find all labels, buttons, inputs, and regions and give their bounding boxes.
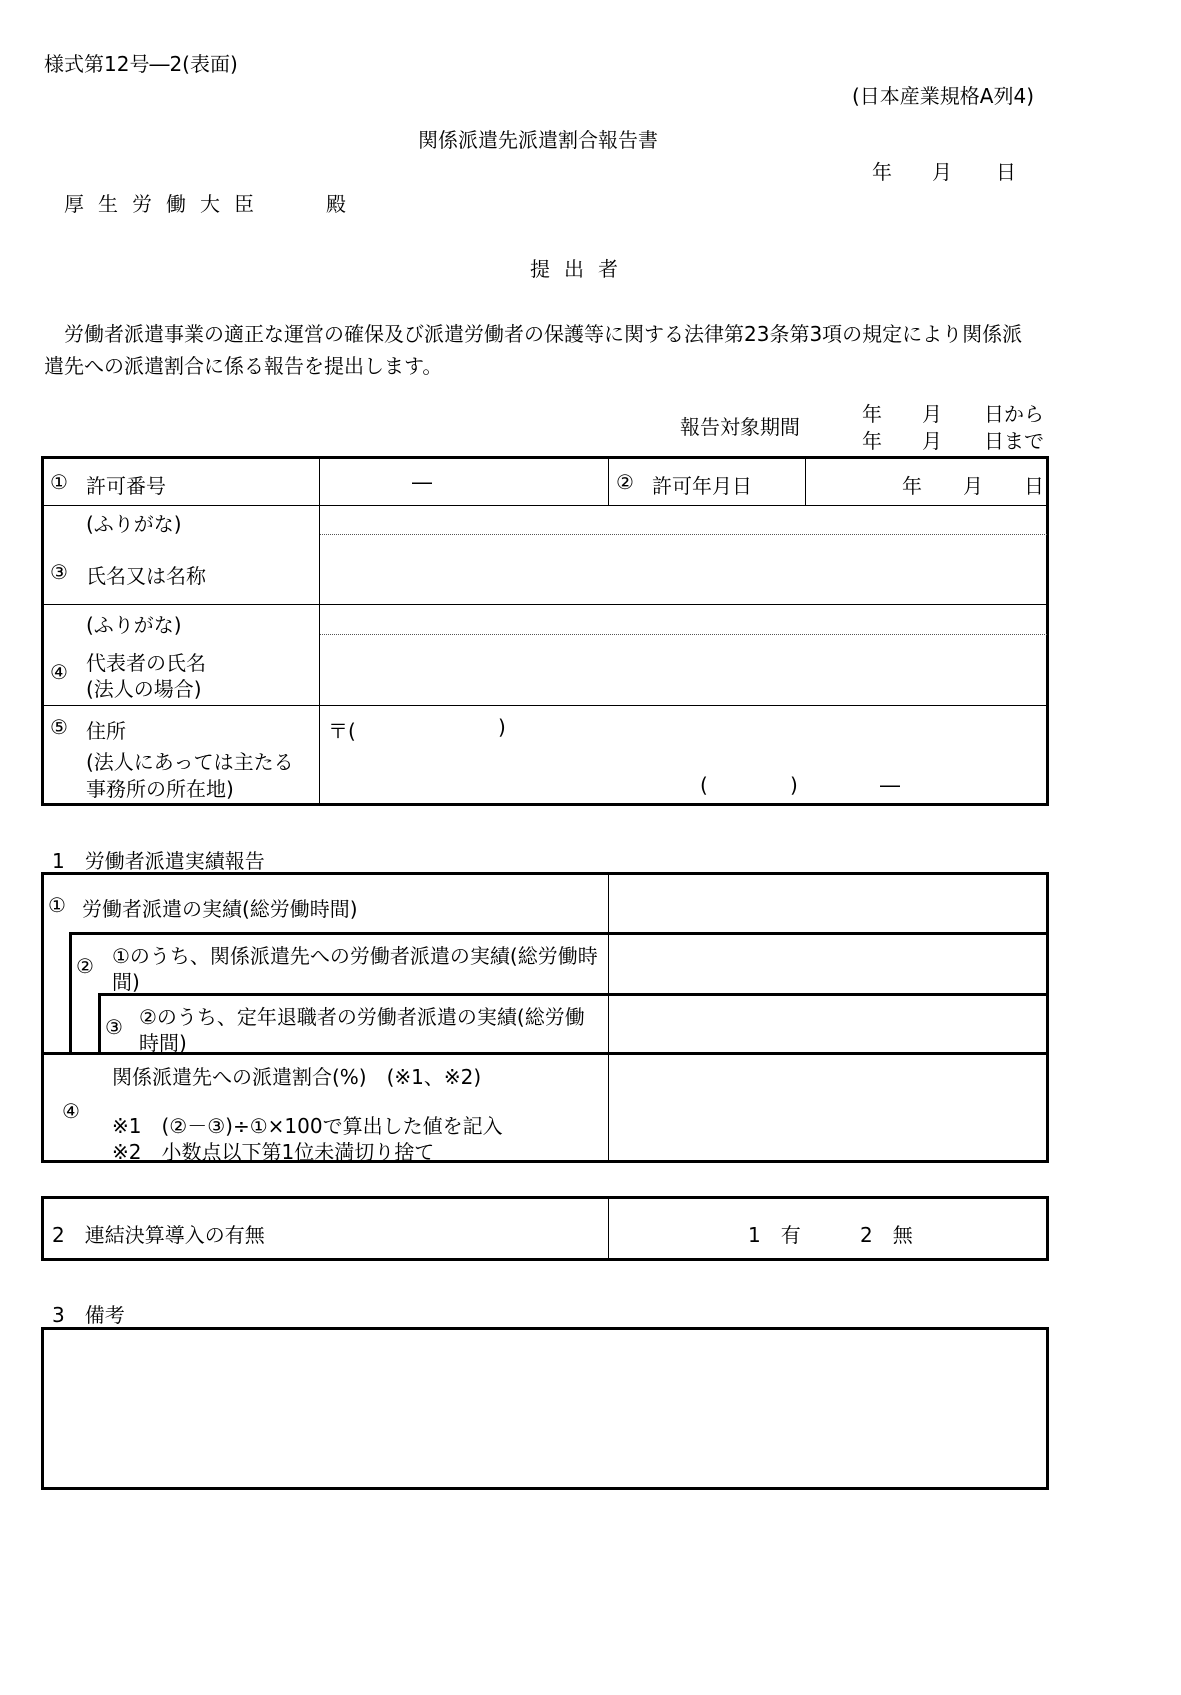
date-year: 年 (872, 160, 892, 184)
representative-label: 代表者の氏名 (86, 651, 206, 675)
retiree-dispatch-label-cont: 時間) (139, 1031, 187, 1055)
total-dispatch-label: 労働者派遣の実績(総労働時間) (82, 897, 358, 921)
phone-close: ) (790, 773, 798, 797)
document-title: 関係派遣先派遣割合報告書 (418, 128, 658, 152)
period-from-day: 日から (984, 402, 1044, 426)
related-dispatch-label: ①のうち、関係派遣先への労働者派遣の実績(総労働時 (112, 944, 598, 968)
address-sublabel2: 事務所の所在地) (86, 777, 234, 801)
phone-dash: ― (880, 773, 900, 797)
row4-number: ④ (50, 660, 68, 684)
honorific: 殿 (326, 192, 346, 216)
address-sublabel1: (法人にあっては主たる (86, 750, 294, 774)
paper-size-note: (日本産業規格A列4) (852, 84, 1035, 108)
form-number: 様式第12号―2(表面) (44, 52, 238, 76)
postal-code-close: ) (498, 715, 506, 739)
total-dispatch-field[interactable] (612, 876, 1044, 930)
remarks-box[interactable] (41, 1327, 1049, 1490)
submitter-label: 提出者 (530, 257, 632, 281)
s1-row2-number: ② (76, 954, 94, 978)
rep-furigana-label: (ふりがな) (86, 613, 182, 637)
consolidated-accounting-label: 2 連結決算導入の有無 (52, 1223, 265, 1247)
retiree-dispatch-field[interactable] (612, 998, 1044, 1050)
section1-heading: 1 労働者派遣実績報告 (52, 849, 265, 873)
name-furigana-label: (ふりがな) (86, 512, 182, 536)
row3-number: ③ (50, 560, 68, 584)
remarks-heading: 3 備考 (52, 1303, 125, 1327)
license-date-year[interactable]: 年 (902, 474, 922, 498)
s1-row1-number: ① (48, 893, 66, 917)
license-number-field[interactable]: ― (412, 470, 432, 494)
s1-row4-number: ④ (62, 1099, 80, 1123)
ratio-note-2: ※2 小数点以下第1位未満切り捨て (112, 1140, 435, 1164)
address-label: 住所 (86, 719, 126, 743)
intro-line2: 遣先への派遣割合に係る報告を提出します。 (44, 354, 443, 378)
row2-number: ② (616, 470, 634, 494)
date-month: 月 (932, 160, 952, 184)
dispatch-ratio-label: 関係派遣先への派遣割合(%) (※1、※2) (112, 1065, 482, 1089)
postal-code-open: 〒( (328, 719, 356, 743)
period-from-month: 月 (922, 402, 942, 426)
row5-number: ⑤ (50, 715, 68, 739)
related-dispatch-label-cont: 間) (112, 970, 140, 994)
license-date-day[interactable]: 日 (1024, 474, 1044, 498)
phone-open: ( (700, 773, 708, 797)
date-day: 日 (996, 160, 1016, 184)
period-label: 報告対象期間 (680, 415, 800, 439)
representative-sublabel: (法人の場合) (86, 677, 202, 701)
license-date-month[interactable]: 月 (963, 474, 983, 498)
retiree-dispatch-label: ②のうち、定年退職者の労働者派遣の実績(総労働 (139, 1005, 585, 1029)
option-no[interactable]: 2 無 (860, 1223, 913, 1247)
related-dispatch-field[interactable] (612, 937, 1044, 991)
period-to-day: 日まで (984, 429, 1044, 453)
period-from-year: 年 (862, 402, 882, 426)
option-yes[interactable]: 1 有 (748, 1223, 801, 1247)
period-to-year: 年 (862, 429, 882, 453)
license-number-label: 許可番号 (86, 474, 166, 498)
addressee: 厚生労働大臣 (64, 192, 268, 216)
license-date-label: 許可年月日 (652, 474, 752, 498)
row1-number: ① (50, 470, 68, 494)
dispatch-ratio-field[interactable] (612, 1057, 1044, 1159)
ratio-note-1: ※1 (②－③)÷①×100で算出した値を記入 (112, 1114, 503, 1138)
period-to-month: 月 (922, 429, 942, 453)
intro-line1: 労働者派遣事業の適正な運営の確保及び派遣労働者の保護等に関する法律第23条第3項の規定により関係派 (64, 322, 1023, 346)
name-label: 氏名又は名称 (86, 564, 206, 588)
s1-row3-number: ③ (105, 1015, 123, 1039)
